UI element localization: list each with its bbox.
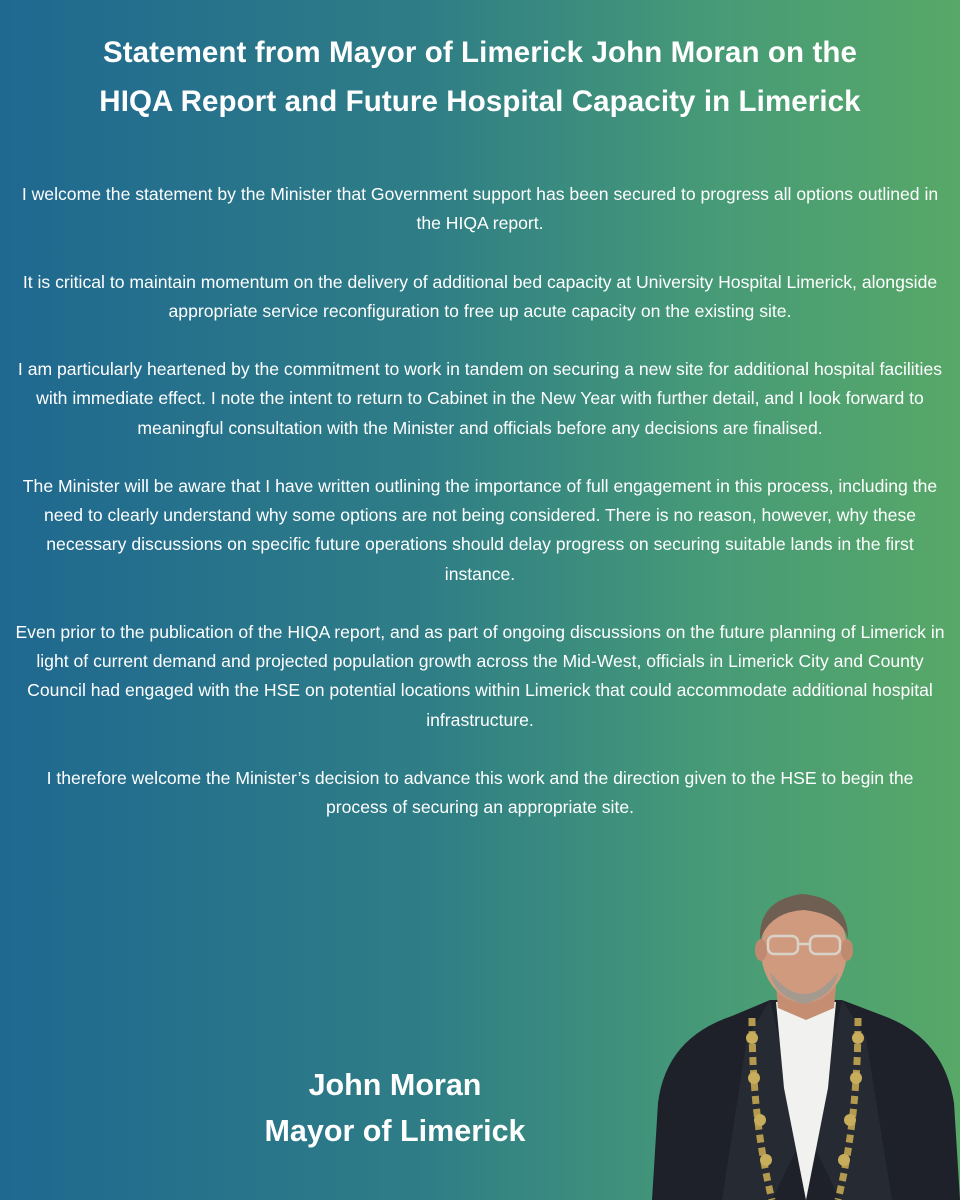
statement-paragraph-3: I am particularly heartened by the commitment to work in tandem on securing a new site for additional hospital facilities with immediate effect. I note the intent to return to Cabinet in the New Year with further detail, and I look forward to meaningful consultation with the Minister and officials before any decisions are finalised. — [17, 359, 943, 438]
statement-paragraph-5: Even prior to the publication of the HIQA report, and as part of ongoing discussions on the future planning of Limerick in light of current demand and projected population growth across the Mid-West, officials in Limerick City and County Council had engaged with the HSE on potential locations within Limerick that could accommodate additional hospital infrastructure. — [15, 621, 945, 730]
statement-title — [20, 28, 940, 126]
statement-paragraph-2: It is critical to maintain momentum on the delivery of additional bed capacity at University Hospital Limerick, alongside appropriate service reconfiguration to free up acute capacity on the existing site. — [22, 271, 938, 321]
statement-body — [14, 180, 946, 852]
statement-paragraph-1: I welcome the statement by the Minister that Government support has been secured to progress all options outlined in the HIQA report. — [21, 184, 939, 234]
signature-role: Mayor of Limerick — [264, 1114, 526, 1148]
statement-paragraph-6: I therefore welcome the Minister’s decision to advance this work and the direction given to the HSE to begin the process of securing an appropriate site. — [46, 767, 914, 818]
signature-name: John Moran — [308, 1068, 482, 1102]
statement-paragraph-4: The Minister will be aware that I have written outlining the importance of full engagement in this process, including the need to clearly understand why some options are not being considered. There is no reason, however, why these necessary discussions on specific future operations should delay progress on securing suitable lands in the first instance. — [22, 475, 938, 584]
mayor-portrait-photo — [652, 888, 960, 1200]
statement-title-line-1: Statement from Mayor of Limerick John Moran on the — [102, 36, 858, 69]
signature-block — [200, 1062, 590, 1154]
statement-title-line-2: HIQA Report and Future Hospital Capacity in Limerick — [99, 85, 861, 118]
